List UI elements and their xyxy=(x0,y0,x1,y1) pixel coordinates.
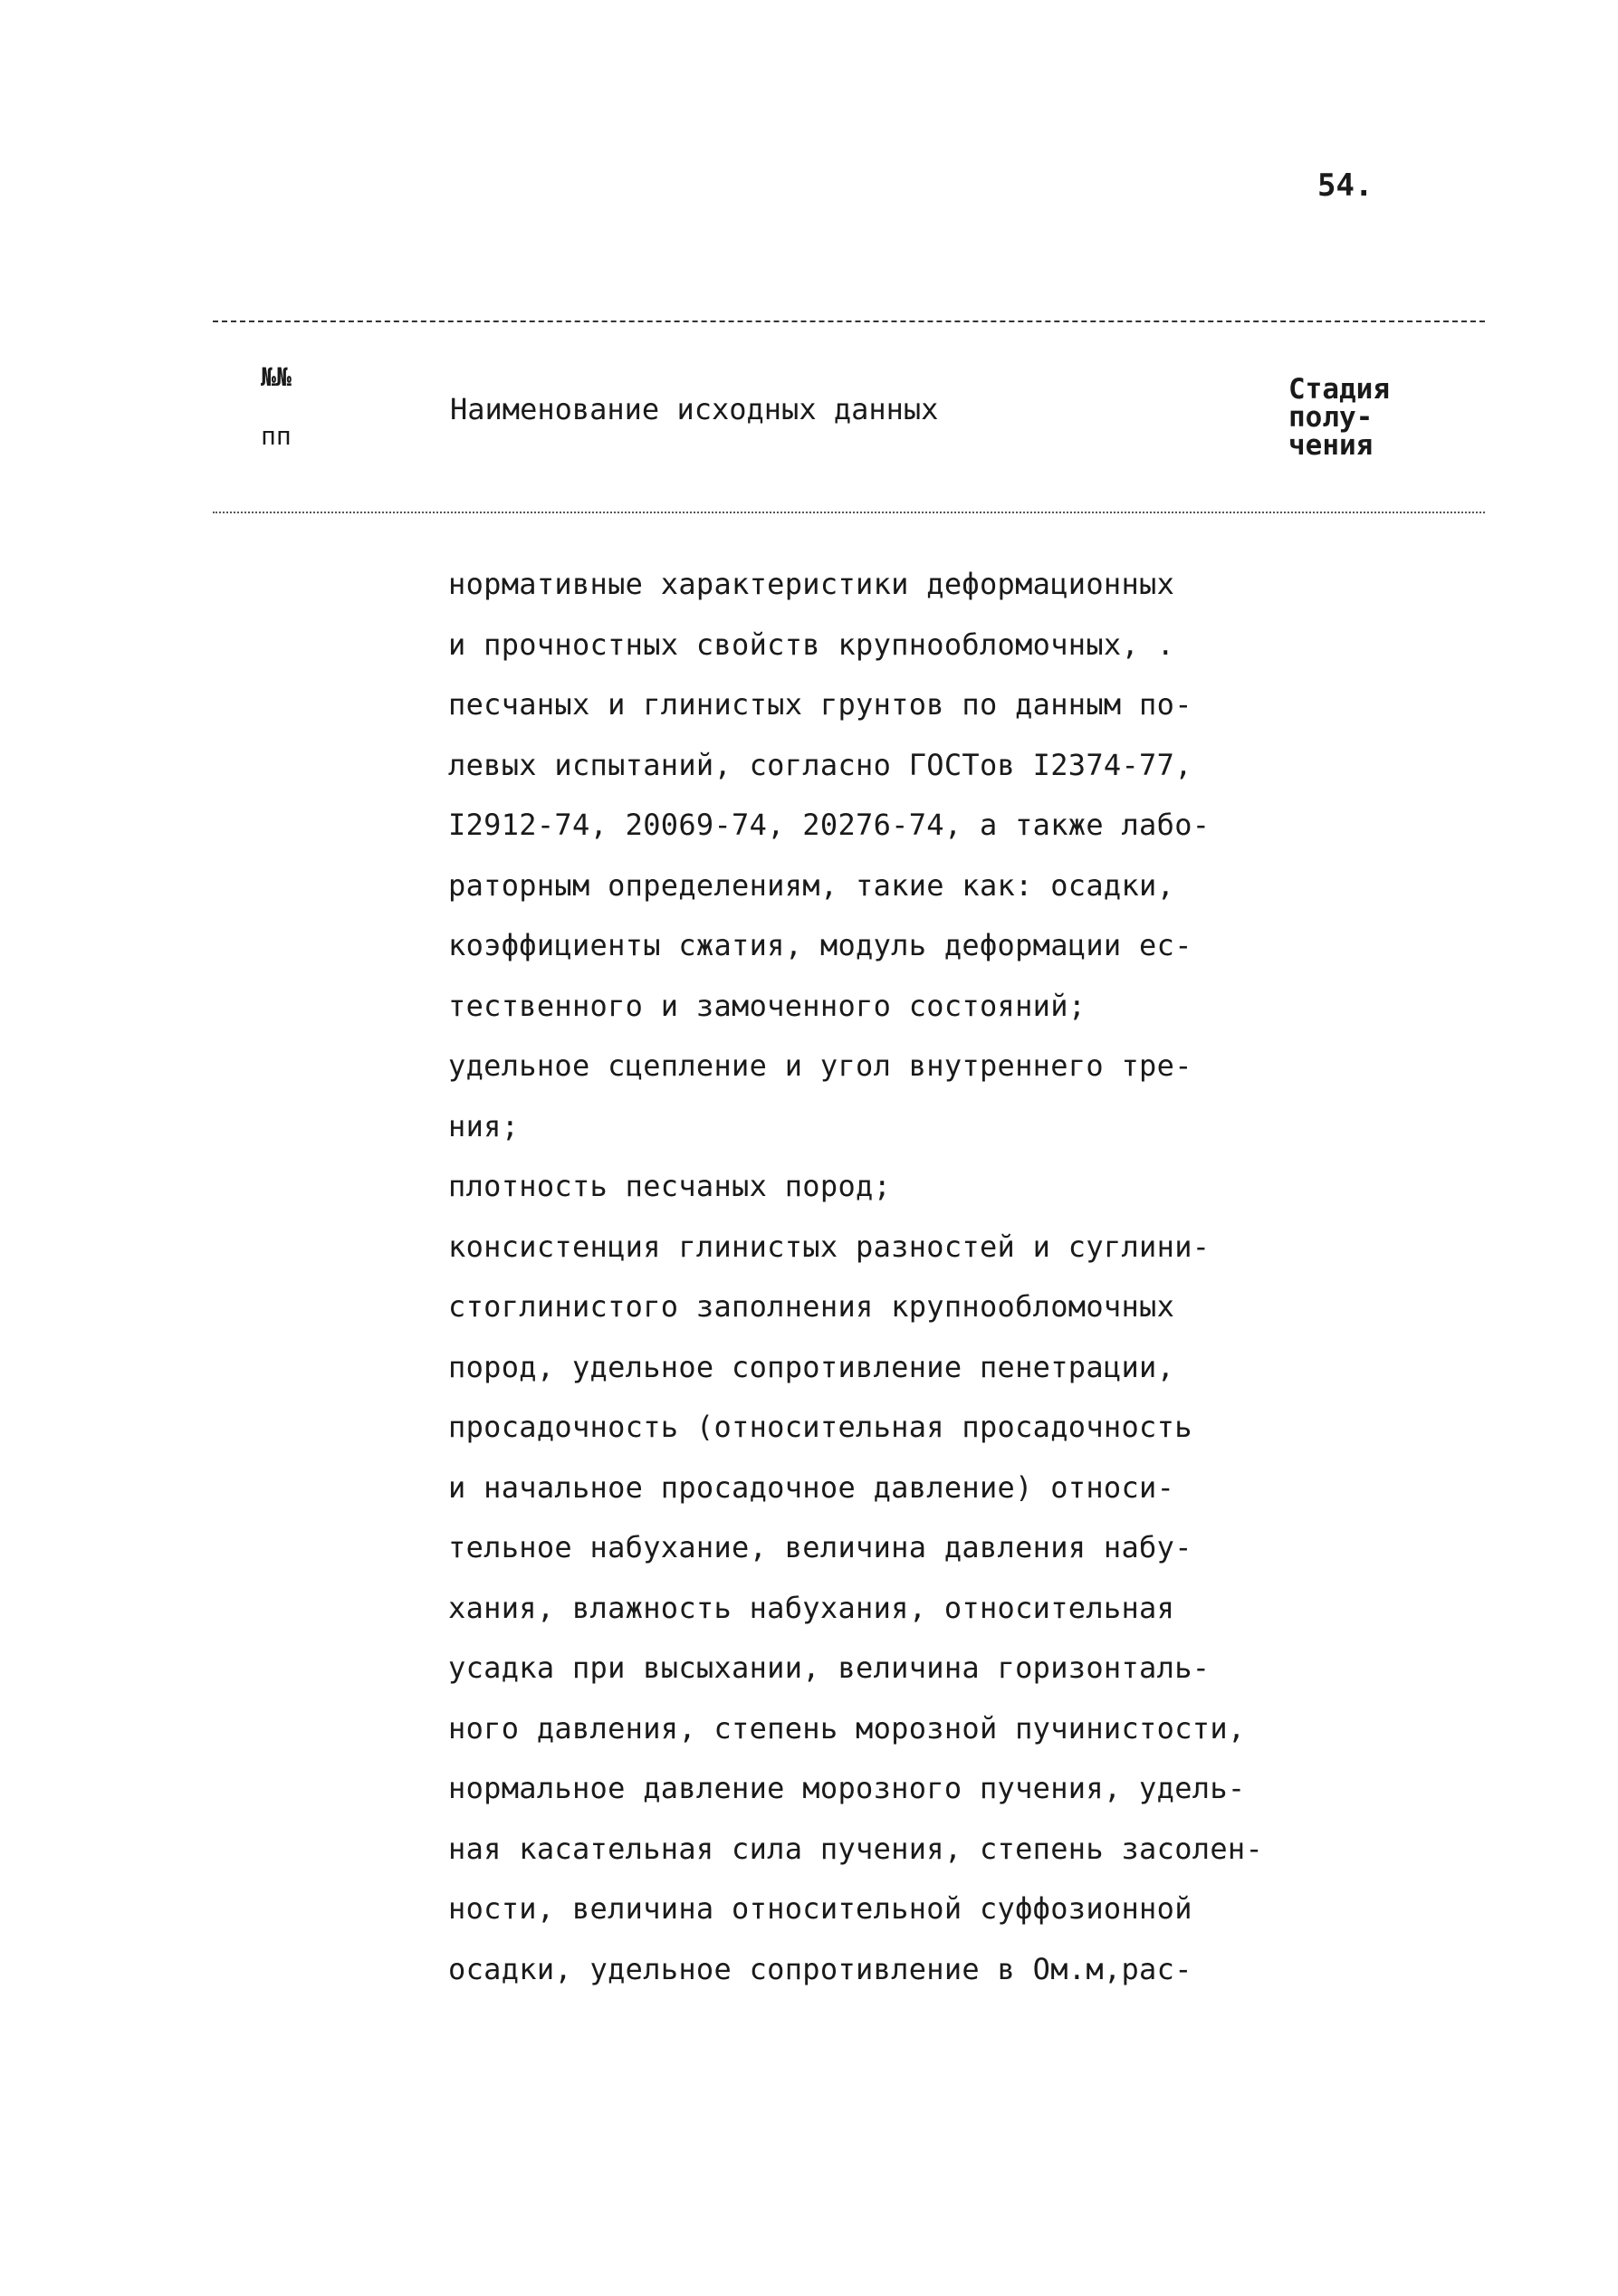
body-line: пород, удельное сопротивление пенетрации, xyxy=(448,1349,1175,1384)
body-line: левых испытаний, согласно ГОСТов I2374-77, xyxy=(448,747,1192,782)
body-line: ния; xyxy=(448,1108,520,1143)
column-stage-heading xyxy=(1288,373,1442,462)
column-number-line-1: №№ xyxy=(261,362,292,392)
body-line: и начальное просадочное давление) относи- xyxy=(448,1469,1175,1505)
page-number: 54. xyxy=(1317,167,1374,204)
body-line: I2912-74, 20069-74, 20276-74, а также лабо- xyxy=(448,808,1211,842)
column-number-line-2: пп xyxy=(261,421,292,451)
header-bottom-rule xyxy=(213,512,1485,513)
body-line: хания, влажность набухания, относительная xyxy=(448,1590,1175,1625)
body-line: ная касательная сила пучения, степень засолен- xyxy=(448,1831,1264,1866)
body-line: ности, величина относительной суффозионной xyxy=(448,1891,1192,1926)
body-line: ного давления, степень морозной пучинистости, xyxy=(448,1710,1246,1746)
column-name-heading: Наименование исходных данных xyxy=(450,392,939,426)
header-top-rule xyxy=(213,320,1485,322)
body-line: песчаных и глинистых грунтов по данным по- xyxy=(448,687,1192,722)
body-line: нормальное давление морозного пучения, удель- xyxy=(448,1771,1246,1805)
body-line: нормативные характеристики деформационных xyxy=(448,567,1175,601)
column-stage-line-1: Стадия xyxy=(1288,373,1390,406)
column-stage-line-3: чения xyxy=(1288,429,1374,462)
column-stage-line-2: полу- xyxy=(1288,401,1374,434)
body-text xyxy=(448,554,1317,1999)
body-line: усадка при высыхании, величина горизонталь- xyxy=(448,1650,1211,1685)
body-line: плотность песчаных пород; xyxy=(448,1169,892,1203)
body-line: стоглинистого заполнения крупнообломочных xyxy=(448,1289,1175,1324)
body-line: удельное сцепление и угол внутреннего тре- xyxy=(448,1048,1192,1083)
body-line: осадки, удельное сопротивление в Ом.м,рас- xyxy=(448,1951,1192,1986)
body-line: консистенция глинистых разностей и суглини- xyxy=(448,1229,1211,1264)
body-line: раторным определениям, такие как: осадки, xyxy=(448,867,1175,903)
body-line: просадочность (относительная просадочность xyxy=(448,1410,1192,1444)
body-line: тественного и замоченного состояний; xyxy=(448,988,1087,1023)
body-line: тельное набухание, величина давления набу- xyxy=(448,1530,1192,1564)
body-line: коэффициенты сжатия, модуль деформации ес- xyxy=(448,928,1192,962)
body-line: и прочностных свойств крупнообломочных, . xyxy=(448,627,1175,662)
